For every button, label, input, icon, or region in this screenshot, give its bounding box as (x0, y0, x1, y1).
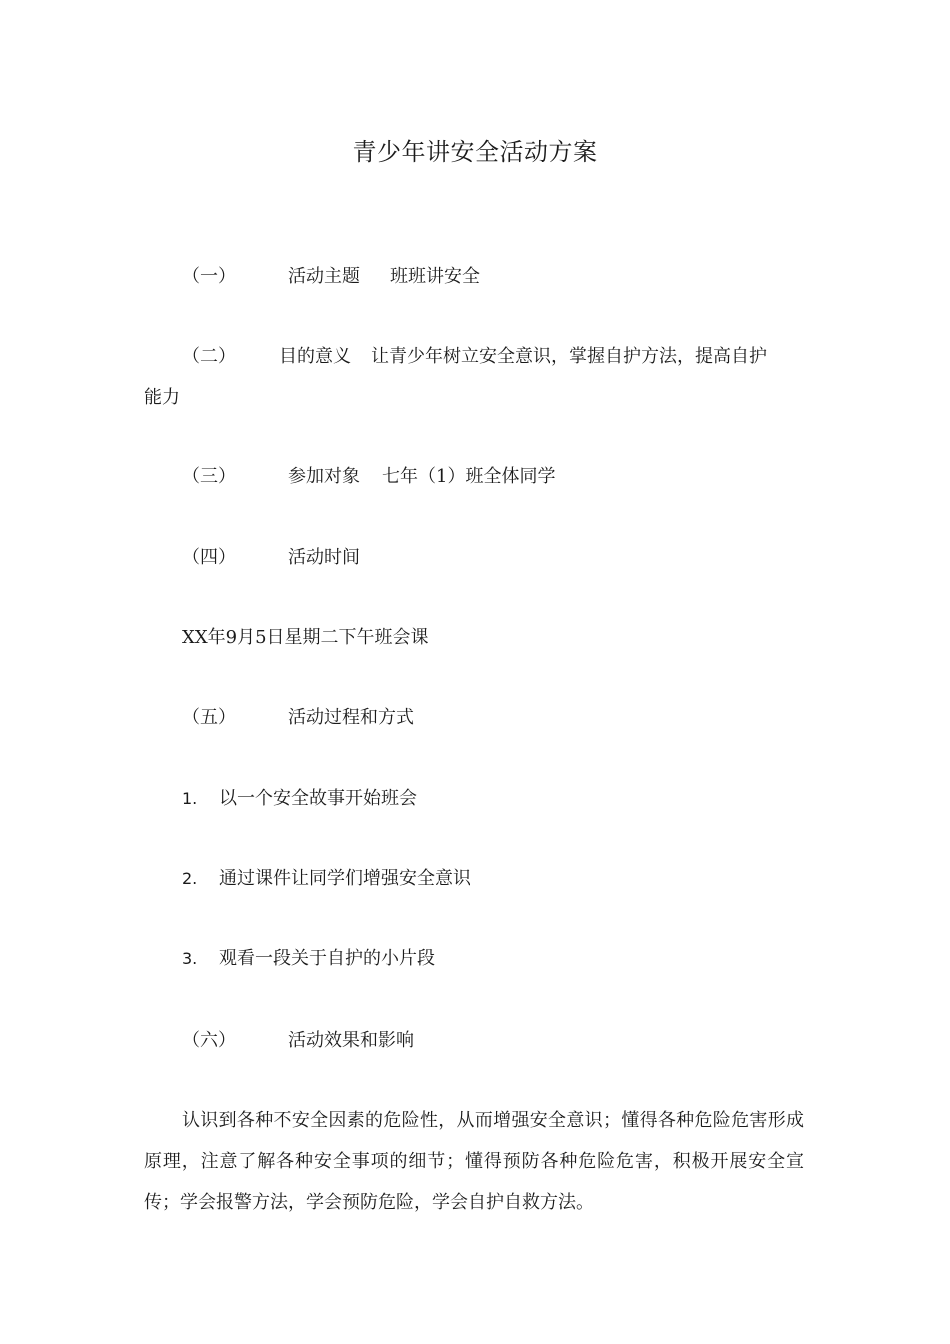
section-number: （五） (182, 707, 236, 728)
list-item (182, 866, 471, 892)
effect-paragraph: 认识到各种不安全因素的危险性，从而增强安全意识；懂得各种危险危害形成原理，注意了解各种安全事项的细节；懂得预防各种危险危害，积极开展安全宣传；学会报警方法，学会预防危险，学会自护自救方法。 (144, 1110, 804, 1213)
section-label: 活动主题 (288, 266, 360, 287)
section-number: （四） (182, 547, 236, 568)
document-title: 青少年讲安全活动方案 (352, 138, 598, 166)
section-effect (182, 1028, 414, 1054)
section-time (182, 545, 360, 571)
list-item (182, 946, 435, 972)
section-value: 让青少年树立安全意识，掌握自护方法，提高自护 (371, 346, 767, 367)
section-number: （六） (182, 1030, 236, 1051)
section-value: 班班讲安全 (390, 266, 480, 287)
section-number: （一） (182, 266, 236, 287)
list-item-text: 通过课件让同学们增强安全意识 (219, 868, 471, 889)
section-label: 目的意义 (279, 346, 351, 367)
time-text: XX年9月5日星期二下午班会课 (182, 627, 429, 648)
section-label: 活动过程和方式 (288, 707, 414, 728)
section-purpose-continuation: 能力 (144, 387, 180, 408)
section-participants (182, 464, 555, 490)
section-label: 活动时间 (288, 547, 360, 568)
section-number: （二） (182, 346, 236, 367)
list-item (182, 786, 417, 812)
list-item-text: 以一个安全故事开始班会 (219, 788, 417, 809)
list-item-text: 观看一段关于自护的小片段 (219, 948, 435, 969)
list-item-number: 1. (182, 789, 198, 808)
section-value: 七年（1）班全体同学 (382, 466, 556, 487)
list-item-number: 3. (182, 949, 198, 968)
section-theme (182, 264, 480, 290)
section-process (182, 705, 414, 731)
section-purpose (182, 344, 767, 370)
list-item-number: 2. (182, 869, 198, 888)
section-label: 参加对象 (288, 466, 360, 487)
section-label: 活动效果和影响 (288, 1030, 414, 1051)
section-number: （三） (182, 466, 236, 487)
